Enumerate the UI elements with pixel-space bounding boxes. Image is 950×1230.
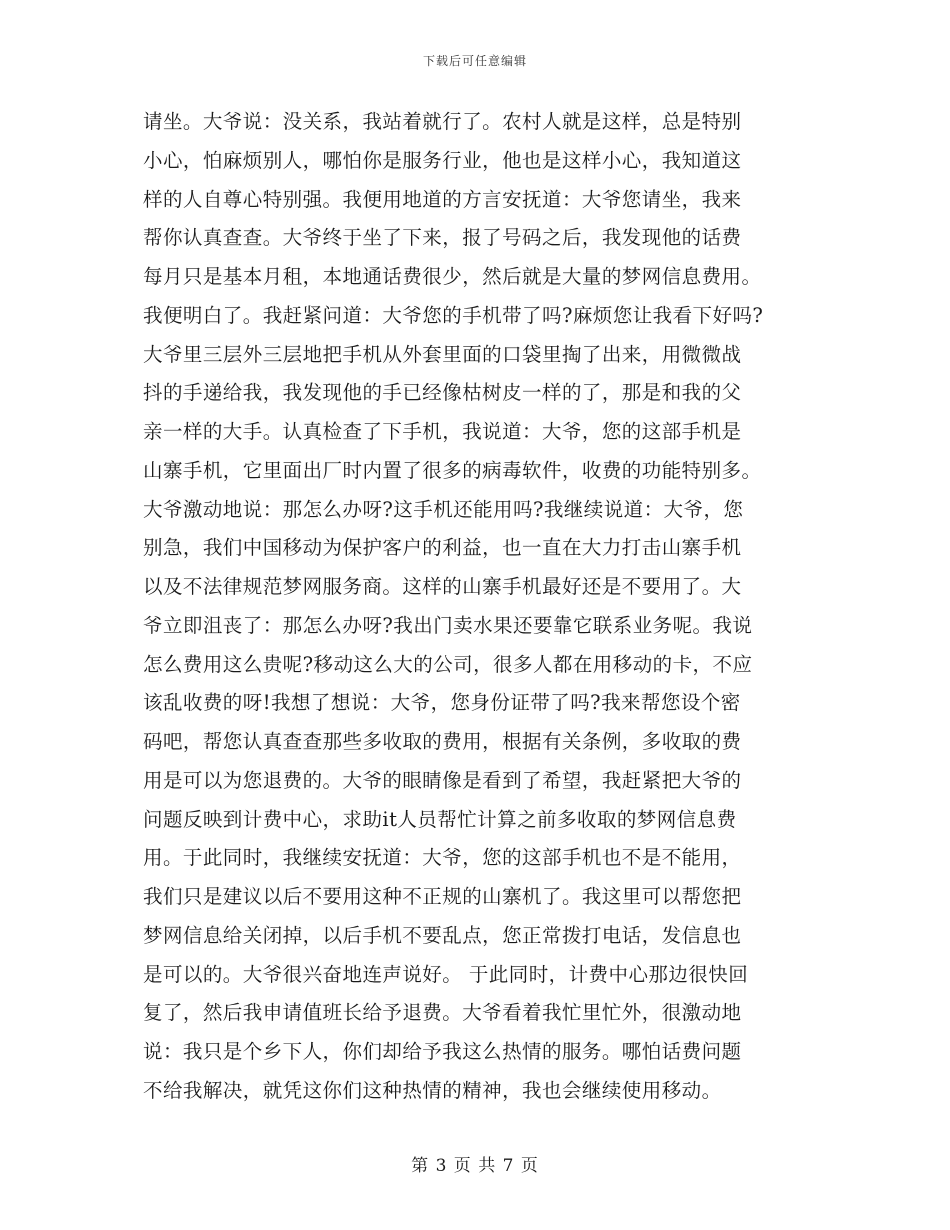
body-line: 该乱收费的呀!我想了想说：大爷，您身份证带了吗?我来帮您设个密: [143, 691, 741, 715]
body-line: 用是可以为您退费的。大爷的眼睛像是看到了希望，我赶紧把大爷的: [143, 768, 742, 792]
body-line: 大爷激动地说：那怎么办呀?这手机还能用吗?我继续说道：大爷，您: [143, 497, 744, 521]
body-line: 大爷里三层外三层地把手机从外套里面的口袋里掏了出来，用微微战: [143, 342, 742, 366]
body-line: 亲一样的大手。认真检查了下手机，我说道：大爷，您的这部手机是: [143, 420, 742, 443]
body-line: 小心，怕麻烦别人，哪怕你是服务行业，他也是这样小心，我知道这: [143, 148, 742, 172]
page-number-footer: 第 3 页 共 7 页: [411, 1156, 539, 1176]
page-header: 下载后可任意编辑: [422, 54, 527, 68]
body-line: 复了，然后我申请值班长给予退费。大爷看着我忙里忙外，很激动地: [143, 1001, 742, 1025]
body-line: 怎么费用这么贵呢?移动这么大的公司，很多人都在用移动的卡，不应: [143, 652, 753, 676]
body-line: 梦网信息给关闭掉，以后手机不要乱点，您正常拨打电话，发信息也: [143, 923, 742, 947]
body-line: 帮你认真查查。大爷终于坐了下来，报了号码之后，我发现他的话费: [143, 226, 742, 250]
body-line: 是可以的。大爷很兴奋地连声说好。 于此同时，计费中心那边很快回: [143, 962, 749, 986]
body-line: 样的人自尊心特别强。我便用地道的方言安抚道：大爷您请坐，我来: [143, 187, 742, 211]
body-line: 说：我只是个乡下人，你们却给予我这么热情的服务。哪怕话费问题: [143, 1040, 742, 1063]
document-body: [143, 103, 823, 1111]
body-line: 爷立即沮丧了：那怎么办呀?我出门卖水果还要靠它联系业务呢。我说: [143, 613, 753, 637]
body-line: 抖的手递给我，我发现他的手已经像枯树皮一样的了，那是和我的父: [143, 381, 742, 405]
body-line: 我们只是建议以后不要用这种不正规的山寨机了。我这里可以帮您把: [143, 885, 742, 908]
body-line: 码吧，帮您认真查查那些多收取的费用，根据有关条例，多收取的费: [143, 730, 742, 753]
body-line: 每月只是基本月租，本地通话费很少，然后就是大量的梦网信息费用。: [143, 265, 762, 288]
body-line: 以及不法律规范梦网服务商。这样的山寨手机最好还是不要用了。大: [143, 575, 742, 598]
body-line: 用。于此同时，我继续安抚道：大爷，您的这部手机也不是不能用，: [143, 846, 742, 870]
body-line: 别急，我们中国移动为保护客户的利益，也一直在大力打击山寨手机: [143, 536, 742, 560]
body-line: 我便明白了。我赶紧问道：大爷您的手机带了吗?麻烦您让我看下好吗?: [143, 303, 764, 327]
body-line: 问题反映到计费中心，求助it人员帮忙计算之前多收取的梦网信息费: [143, 807, 737, 831]
body-line: 不给我解决，就凭这你们这种热情的精神，我也会继续使用移动。: [143, 1078, 722, 1102]
body-line: 山寨手机，它里面出厂时内置了很多的病毒软件，收费的功能特别多。: [143, 458, 762, 482]
body-line: 请坐。大爷说：没关系，我站着就行了。农村人就是这样，总是特别: [143, 110, 742, 133]
